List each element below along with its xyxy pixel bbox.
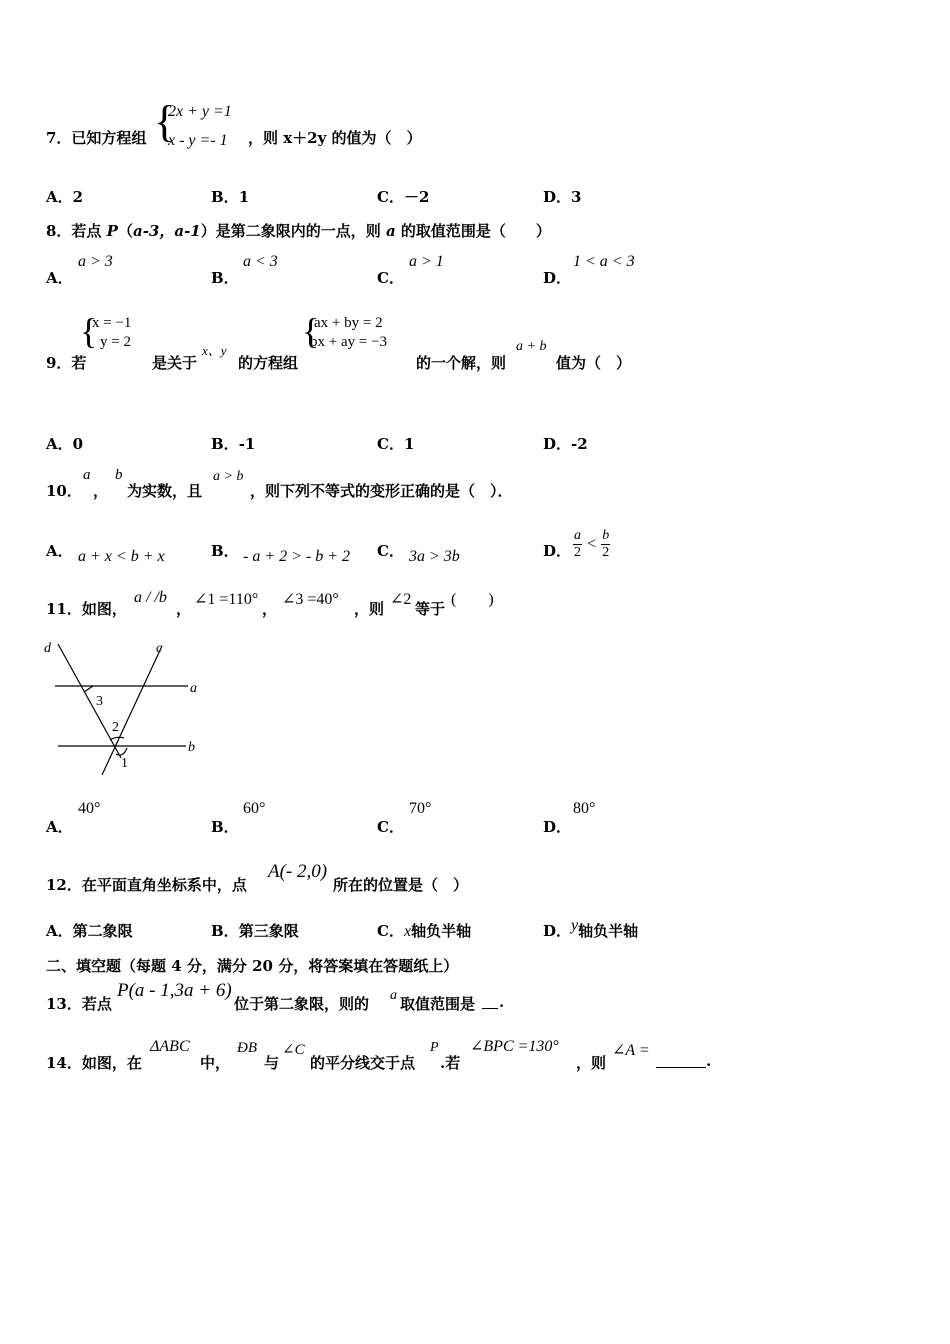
label-2: 2 [112, 720, 119, 735]
q9-expr: a + b [516, 339, 547, 354]
q14-end: . [706, 1052, 712, 1070]
q14-t1: 中， [200, 1054, 231, 1072]
q11-paren: ( ) [451, 591, 494, 608]
q9-t1: 是关于 [152, 354, 198, 372]
q7-option-c: C．－2 [377, 188, 430, 206]
q11-option-a-letter: A． [46, 818, 73, 836]
q14-tri: ΔABC [150, 1038, 190, 1055]
q10-option-c-letter: C． [377, 542, 404, 560]
q8-option-d-letter: D． [543, 269, 572, 287]
q14-t2: 与 [264, 1054, 280, 1072]
q11-sep1: ， [176, 600, 192, 618]
angle-arc-3 [84, 686, 93, 692]
q11-option-a-expr: 40° [78, 800, 101, 817]
q14-ask: ∠A = [612, 1042, 650, 1059]
q11-angle1: ∠1 =110° [194, 591, 259, 608]
q10-option-c-expr: 3a > 3b [409, 548, 460, 565]
q11-option-c-expr: 70° [409, 800, 432, 817]
parallel-lines-figure [38, 632, 218, 777]
q9-option-b: B．-1 [211, 435, 256, 453]
q14-angB: ÐB [237, 1040, 257, 1056]
q9-sys1: ax + by = 2 [314, 315, 383, 331]
label-1: 1 [121, 756, 128, 771]
q10-option-a-letter: A． [46, 542, 73, 560]
q13-tail: 位于第二象限，则的 [234, 995, 370, 1013]
q14-answer-blank[interactable] [656, 1067, 706, 1068]
label-3: 3 [96, 694, 103, 709]
q11-parallel: a / /b [134, 589, 167, 606]
q7-eq2: x - y =- 1 [168, 132, 228, 149]
label-c: c [156, 641, 163, 656]
q11-t1: ，则 [354, 600, 385, 618]
q9-sol1: x = −1 [92, 315, 132, 331]
q13-end: . [499, 993, 505, 1011]
q10-comma: ， [93, 482, 109, 500]
q12-point: A(- 2,0) [268, 861, 328, 882]
q7-brace: { [154, 97, 176, 146]
q9-label: 9．若 [46, 354, 87, 372]
q11-option-b-expr: 60° [243, 800, 266, 817]
q7-label: 7．已知方程组 [46, 129, 147, 147]
q7-option-a: A．2 [46, 188, 84, 206]
q7-option-b: B．1 [211, 188, 250, 206]
q10-label: 10． [46, 482, 82, 500]
q13-label: 13．若点 [46, 995, 112, 1013]
q10-option-a-expr: a + x < b + x [78, 548, 165, 565]
label-d: d [44, 641, 51, 656]
q10-t1: 为实数，且 [127, 482, 203, 500]
q10-a: a [83, 467, 91, 483]
frac-a-over-2: $\frac{a}{2}$ [574, 528, 581, 560]
q8-option-b-letter: B． [211, 269, 239, 287]
q9-option-c: C．1 [377, 435, 415, 453]
q12-label: 12．在平面直角坐标系中，点 [46, 876, 247, 894]
q9-sol-brace: { [80, 311, 98, 351]
q14-t5: ，则 [576, 1054, 607, 1072]
q12-option-c: C．x轴负半轴 [377, 922, 472, 940]
q9-t3: 的一个解，则 [416, 354, 507, 372]
line-d [58, 644, 121, 758]
q12-option-d: D．y轴负半轴 [543, 917, 639, 940]
q7-tail: ，则 x＋2y 的值为（ ） [248, 129, 422, 147]
q13-tail2: 取值范围是 [400, 995, 476, 1013]
q13-point: P(a - 1,3a + 6) [117, 980, 232, 1001]
label-b: b [188, 740, 195, 755]
q11-sep2: ， [262, 600, 278, 618]
q12-option-b: B．第三象限 [211, 922, 299, 940]
q10-option-b-letter: B． [211, 542, 239, 560]
q10-option-d-expr: $\frac{a}{2}$ < $\frac{b}{2}$ [574, 528, 610, 560]
q8-option-c-letter: C． [377, 269, 404, 287]
q9-sys-brace: { [302, 311, 320, 351]
q10-t2: ，则下列不等式的变形正确的是（ ）． [250, 482, 513, 500]
q14-p: P [430, 1040, 439, 1055]
line-c [102, 646, 162, 775]
q7-eq1: 2x + y =1 [168, 103, 232, 120]
q9-option-a: A．0 [46, 435, 84, 453]
q13-var: a [390, 988, 397, 1003]
q11-angle3: ∠3 =40° [282, 591, 339, 608]
q9-sol2: y = 2 [100, 334, 131, 350]
q13-answer-blank[interactable] [482, 1008, 498, 1009]
q14-cond: ∠BPC =130° [470, 1038, 559, 1055]
q10-option-b-expr: - a + 2 > - b + 2 [243, 548, 351, 565]
q11-option-b-letter: B． [211, 818, 239, 836]
q14-label: 14．如图，在 [46, 1054, 142, 1072]
q14-angC: ∠C [282, 1042, 305, 1058]
q8-stem: 8．若点 P（a-3，a-1）是第二象限内的一点，则 a 的取值范围是（ ） [46, 222, 551, 240]
q8-option-d-expr: 1 < a < 3 [573, 253, 635, 270]
q9-t4: 值为（ ） [556, 354, 632, 372]
q11-option-d-letter: D． [543, 818, 572, 836]
label-a: a [190, 681, 197, 696]
q8-option-a-expr: a > 3 [78, 253, 113, 270]
q9-vars: x、y [202, 343, 227, 358]
q11-option-d-expr: 80° [573, 800, 596, 817]
q9-t2: 的方程组 [238, 354, 299, 372]
q8-option-c-expr: a > 1 [409, 253, 444, 270]
q11-t2: 等于 [415, 600, 446, 618]
q7-option-d: D．3 [543, 188, 582, 206]
angle-arc-2 [110, 737, 124, 740]
q8-option-a-letter: A． [46, 269, 73, 287]
q12-option-a: A．第二象限 [46, 922, 133, 940]
q10-cond: a > b [213, 469, 244, 484]
frac-b-over-2: $\frac{b}{2}$ [602, 528, 610, 560]
section2-title: 二、填空题（每题 4 分，满分 20 分，将答案填在答题纸上） [46, 957, 459, 975]
q9-sys2: bx + ay = −3 [310, 334, 388, 350]
q12-tail: 所在的位置是（ ） [333, 876, 469, 894]
q14-t4: .若 [440, 1054, 461, 1072]
q10-option-d-letter: D． [543, 542, 572, 560]
q14-t3: 的平分线交于点 [310, 1054, 416, 1072]
q9-option-d: D．-2 [543, 435, 588, 453]
q11-label: 11．如图， [46, 600, 127, 618]
q11-angle2: ∠2 [390, 591, 412, 608]
q8-option-b-expr: a < 3 [243, 253, 278, 270]
q10-b: b [115, 467, 123, 483]
q11-option-c-letter: C． [377, 818, 404, 836]
